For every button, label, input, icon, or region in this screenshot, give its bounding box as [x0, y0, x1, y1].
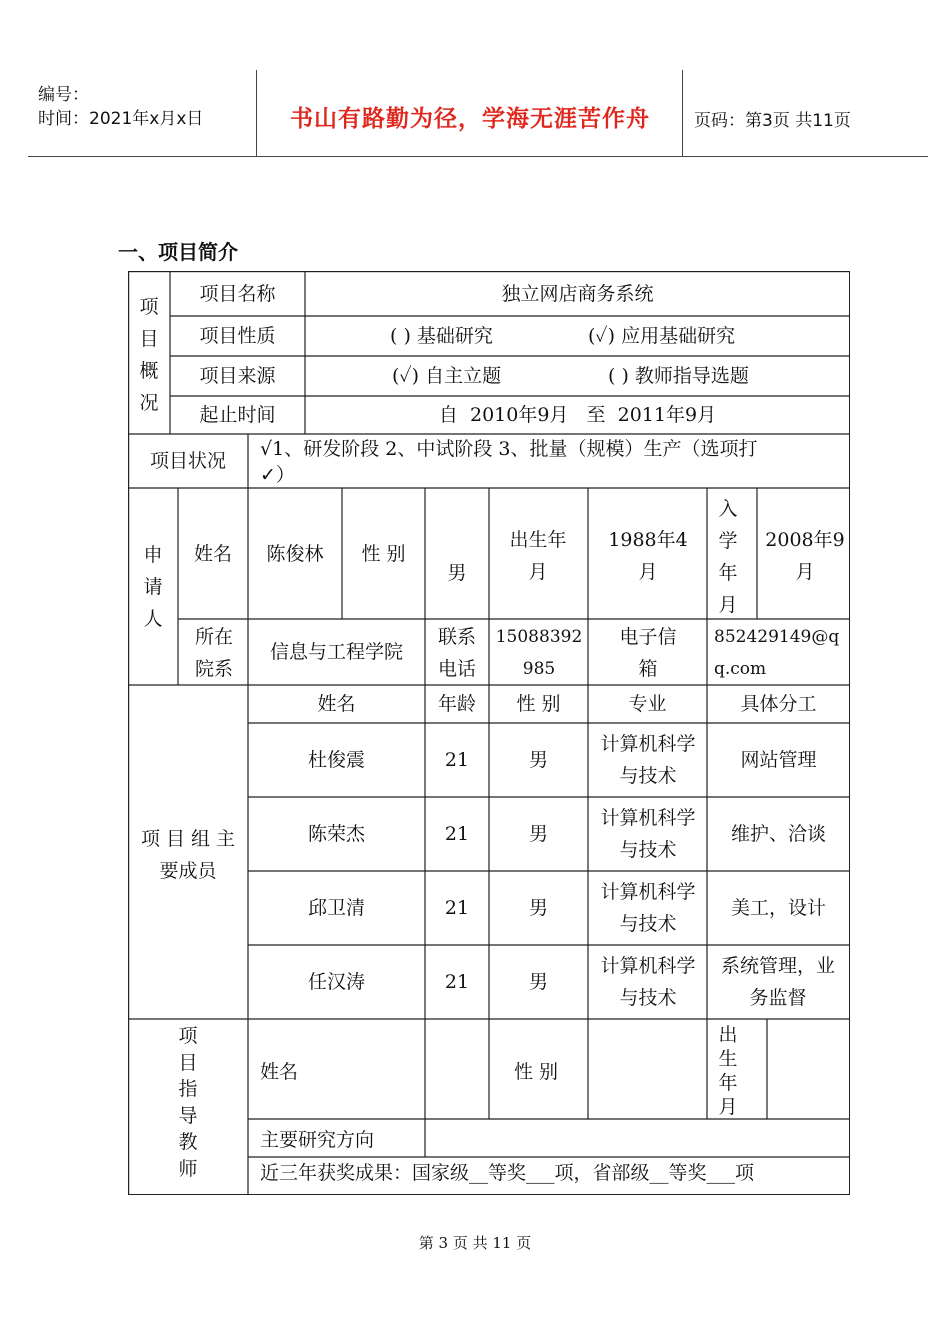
member-major: 计算机科学与技术 — [600, 881, 696, 935]
member-role: 美工，设计 — [730, 897, 826, 919]
project-nature-label: 项目性质 — [199, 325, 276, 347]
member-gender: 男 — [528, 897, 548, 919]
members-header-age: 年龄 — [437, 693, 476, 715]
member-gender: 男 — [528, 971, 548, 993]
member-major: 计算机科学与技术 — [600, 733, 696, 787]
status-line-1: √1、研发阶段 2、中试阶段 3、批量（规模）生产（选项打 — [260, 438, 758, 460]
member-age: 21 — [444, 897, 470, 919]
members-header-role: 具体分工 — [740, 693, 817, 715]
applicant-gender-value: 男 — [447, 562, 467, 584]
applicant-birth-label: 出生年月 — [509, 529, 567, 583]
applicant-group-label: 申请人 — [143, 544, 163, 630]
period-value: 自 2010年9月 至 2011年9月 — [438, 404, 717, 426]
document-time-label: 时间：2021年x月x日 — [38, 109, 204, 129]
status-line-2: ✓） — [260, 464, 295, 486]
members-group-label: 项 目 组 主要成员 — [140, 828, 236, 882]
header-divider — [682, 70, 683, 156]
project-name-label: 项目名称 — [199, 282, 276, 305]
member-role: 系统管理，业务监督 — [720, 955, 835, 1009]
member-age: 21 — [444, 971, 470, 993]
member-age: 21 — [444, 749, 470, 771]
project-source-label: 项目来源 — [199, 365, 276, 387]
member-gender: 男 — [528, 823, 548, 845]
status-label: 项目状况 — [149, 450, 226, 472]
page-footer: 第 3 页 共 11 页 — [418, 1234, 532, 1252]
applicant-enroll-value: 2008年9月 — [765, 529, 845, 583]
advisor-awards: 近三年获奖成果：国家级__等奖___项，省部级__等奖___项 — [260, 1162, 755, 1184]
document-number-label: 编号： — [38, 85, 89, 105]
members-header-major: 专业 — [628, 693, 667, 715]
member-major: 计算机科学与技术 — [600, 807, 696, 861]
member-name: 杜俊震 — [307, 749, 365, 771]
page-header — [28, 70, 928, 157]
applicant-name-label: 姓名 — [193, 542, 232, 565]
member-name: 任汉涛 — [307, 971, 365, 993]
member-role: 维护、洽谈 — [730, 823, 826, 845]
member-gender: 男 — [528, 749, 548, 771]
advisor-gender-label: 性 别 — [514, 1061, 559, 1083]
members-header-gender: 性 别 — [516, 693, 561, 715]
project-info-form — [128, 271, 850, 1195]
advisor-group-label: 项目指导教师 — [178, 1025, 198, 1180]
applicant-phone-label: 联系电话 — [437, 626, 476, 680]
advisor-name-label: 姓名 — [260, 1061, 299, 1083]
applicant-email-value: 852429149@qq.com — [714, 627, 840, 679]
section-title: 一、项目简介 — [118, 240, 238, 264]
source-option-teacher: ( ) 教师指导选题 — [608, 365, 749, 387]
nature-option-basic: ( ) 基础研究 — [390, 325, 493, 347]
header-motto: 书山有路勤为径，学海无涯苦作舟 — [290, 106, 650, 132]
nature-option-applied: (✓) 应用基础研究 — [588, 325, 736, 347]
applicant-phone-value: 15088392985 — [495, 627, 583, 679]
advisor-research-label: 主要研究方向 — [260, 1129, 375, 1151]
applicant-email-label: 电子信箱 — [619, 626, 677, 680]
applicant-dept-value: 信息与工程学院 — [269, 641, 403, 663]
applicant-enroll-label: 入学年月 — [718, 498, 738, 616]
source-option-self: (✓) 自主立题 — [392, 365, 502, 387]
applicant-name-value: 陈俊林 — [266, 542, 324, 565]
member-major: 计算机科学与技术 — [600, 955, 696, 1009]
member-name: 邱卫清 — [307, 897, 365, 919]
member-name: 陈荣杰 — [307, 823, 365, 845]
member-age: 21 — [444, 823, 470, 845]
project-name-value: 独立网店商务系统 — [501, 282, 654, 305]
period-label: 起止时间 — [199, 404, 276, 426]
members-header-name: 姓名 — [317, 693, 356, 715]
overview-group-label: 项目概况 — [139, 296, 159, 414]
advisor-birth-label: 出生年月 — [718, 1024, 738, 1118]
header-divider — [256, 70, 257, 156]
applicant-gender-label: 性 别 — [361, 542, 406, 565]
applicant-dept-label: 所在院系 — [194, 626, 233, 680]
applicant-birth-value: 1988年4月 — [608, 529, 688, 583]
member-role: 网站管理 — [740, 749, 817, 771]
page-number-label: 页码：第3页 共11页 — [694, 111, 851, 131]
